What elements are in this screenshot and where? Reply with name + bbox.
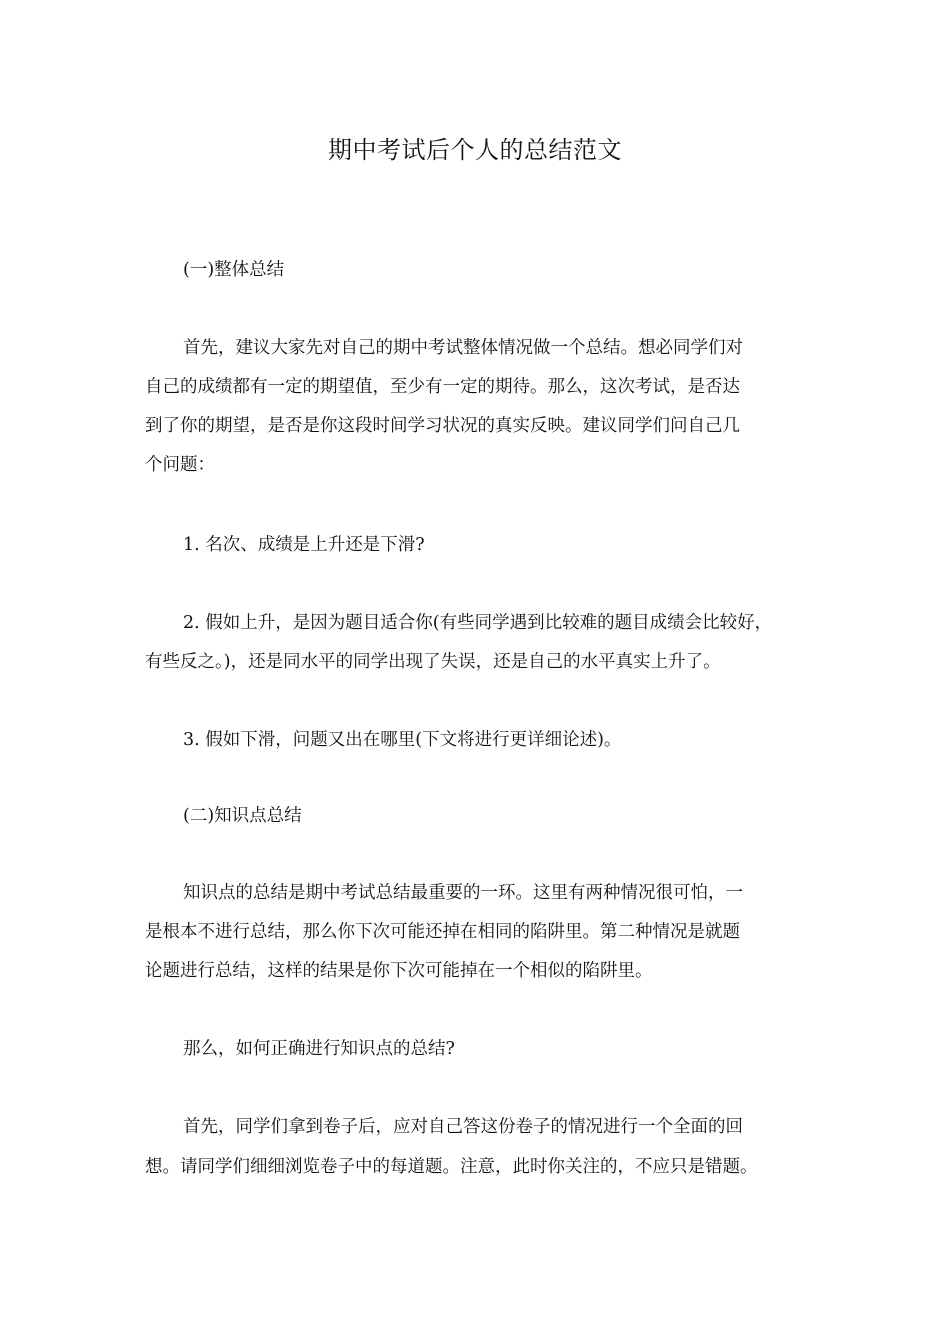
paragraph-line: 个问题： [145,455,215,475]
paragraph-question: 那么，如何正确进行知识点的总结? [183,1039,455,1059]
paragraph-line: 是根本不进行总结，那么你下次可能还掉在相同的陷阱里。第二种情况是就题 [145,922,740,942]
paragraph-line: 到了你的期望，是否是你这段时间学习状况的真实反映。建议同学们问自己几 [145,416,740,436]
document-title: 期中考试后个人的总结范文 [328,136,622,164]
paragraph-line: 自己的成绩都有一定的期望值，至少有一定的期待。那么，这次考试，是否达 [145,377,740,397]
paragraph-line: 知识点的总结是期中考试总结最重要的一环。这里有两种情况很可怕，一 [183,883,743,903]
section-heading-overall: (一)整体总结 [183,260,285,280]
list-item-2-continued: 有些反之。)，还是同水平的同学出现了失误，还是自己的水平真实上升了。 [145,652,721,672]
paragraph-line: 首先，同学们拿到卷子后，应对自己答这份卷子的情况进行一个全面的回 [183,1117,743,1137]
list-item-2: 2. 假如上升，是因为题目适合你(有些同学遇到比较难的题目成绩会比较好， [183,613,773,633]
list-item-3: 3. 假如下滑，问题又出在哪里(下文将进行更详细论述)。 [183,730,622,750]
paragraph-line: 想。请同学们细细浏览卷子中的每道题。注意，此时你关注的，不应只是错题。 [145,1157,758,1177]
paragraph-line: 论题进行总结，这样的结果是你下次可能掉在一个相似的陷阱里。 [145,961,653,981]
list-item-1: 1. 名次、成绩是上升还是下滑? [183,535,425,555]
section-heading-knowledge: (二)知识点总结 [183,806,302,826]
paragraph-line: 首先，建议大家先对自己的期中考试整体情况做一个总结。想必同学们对 [183,338,743,358]
